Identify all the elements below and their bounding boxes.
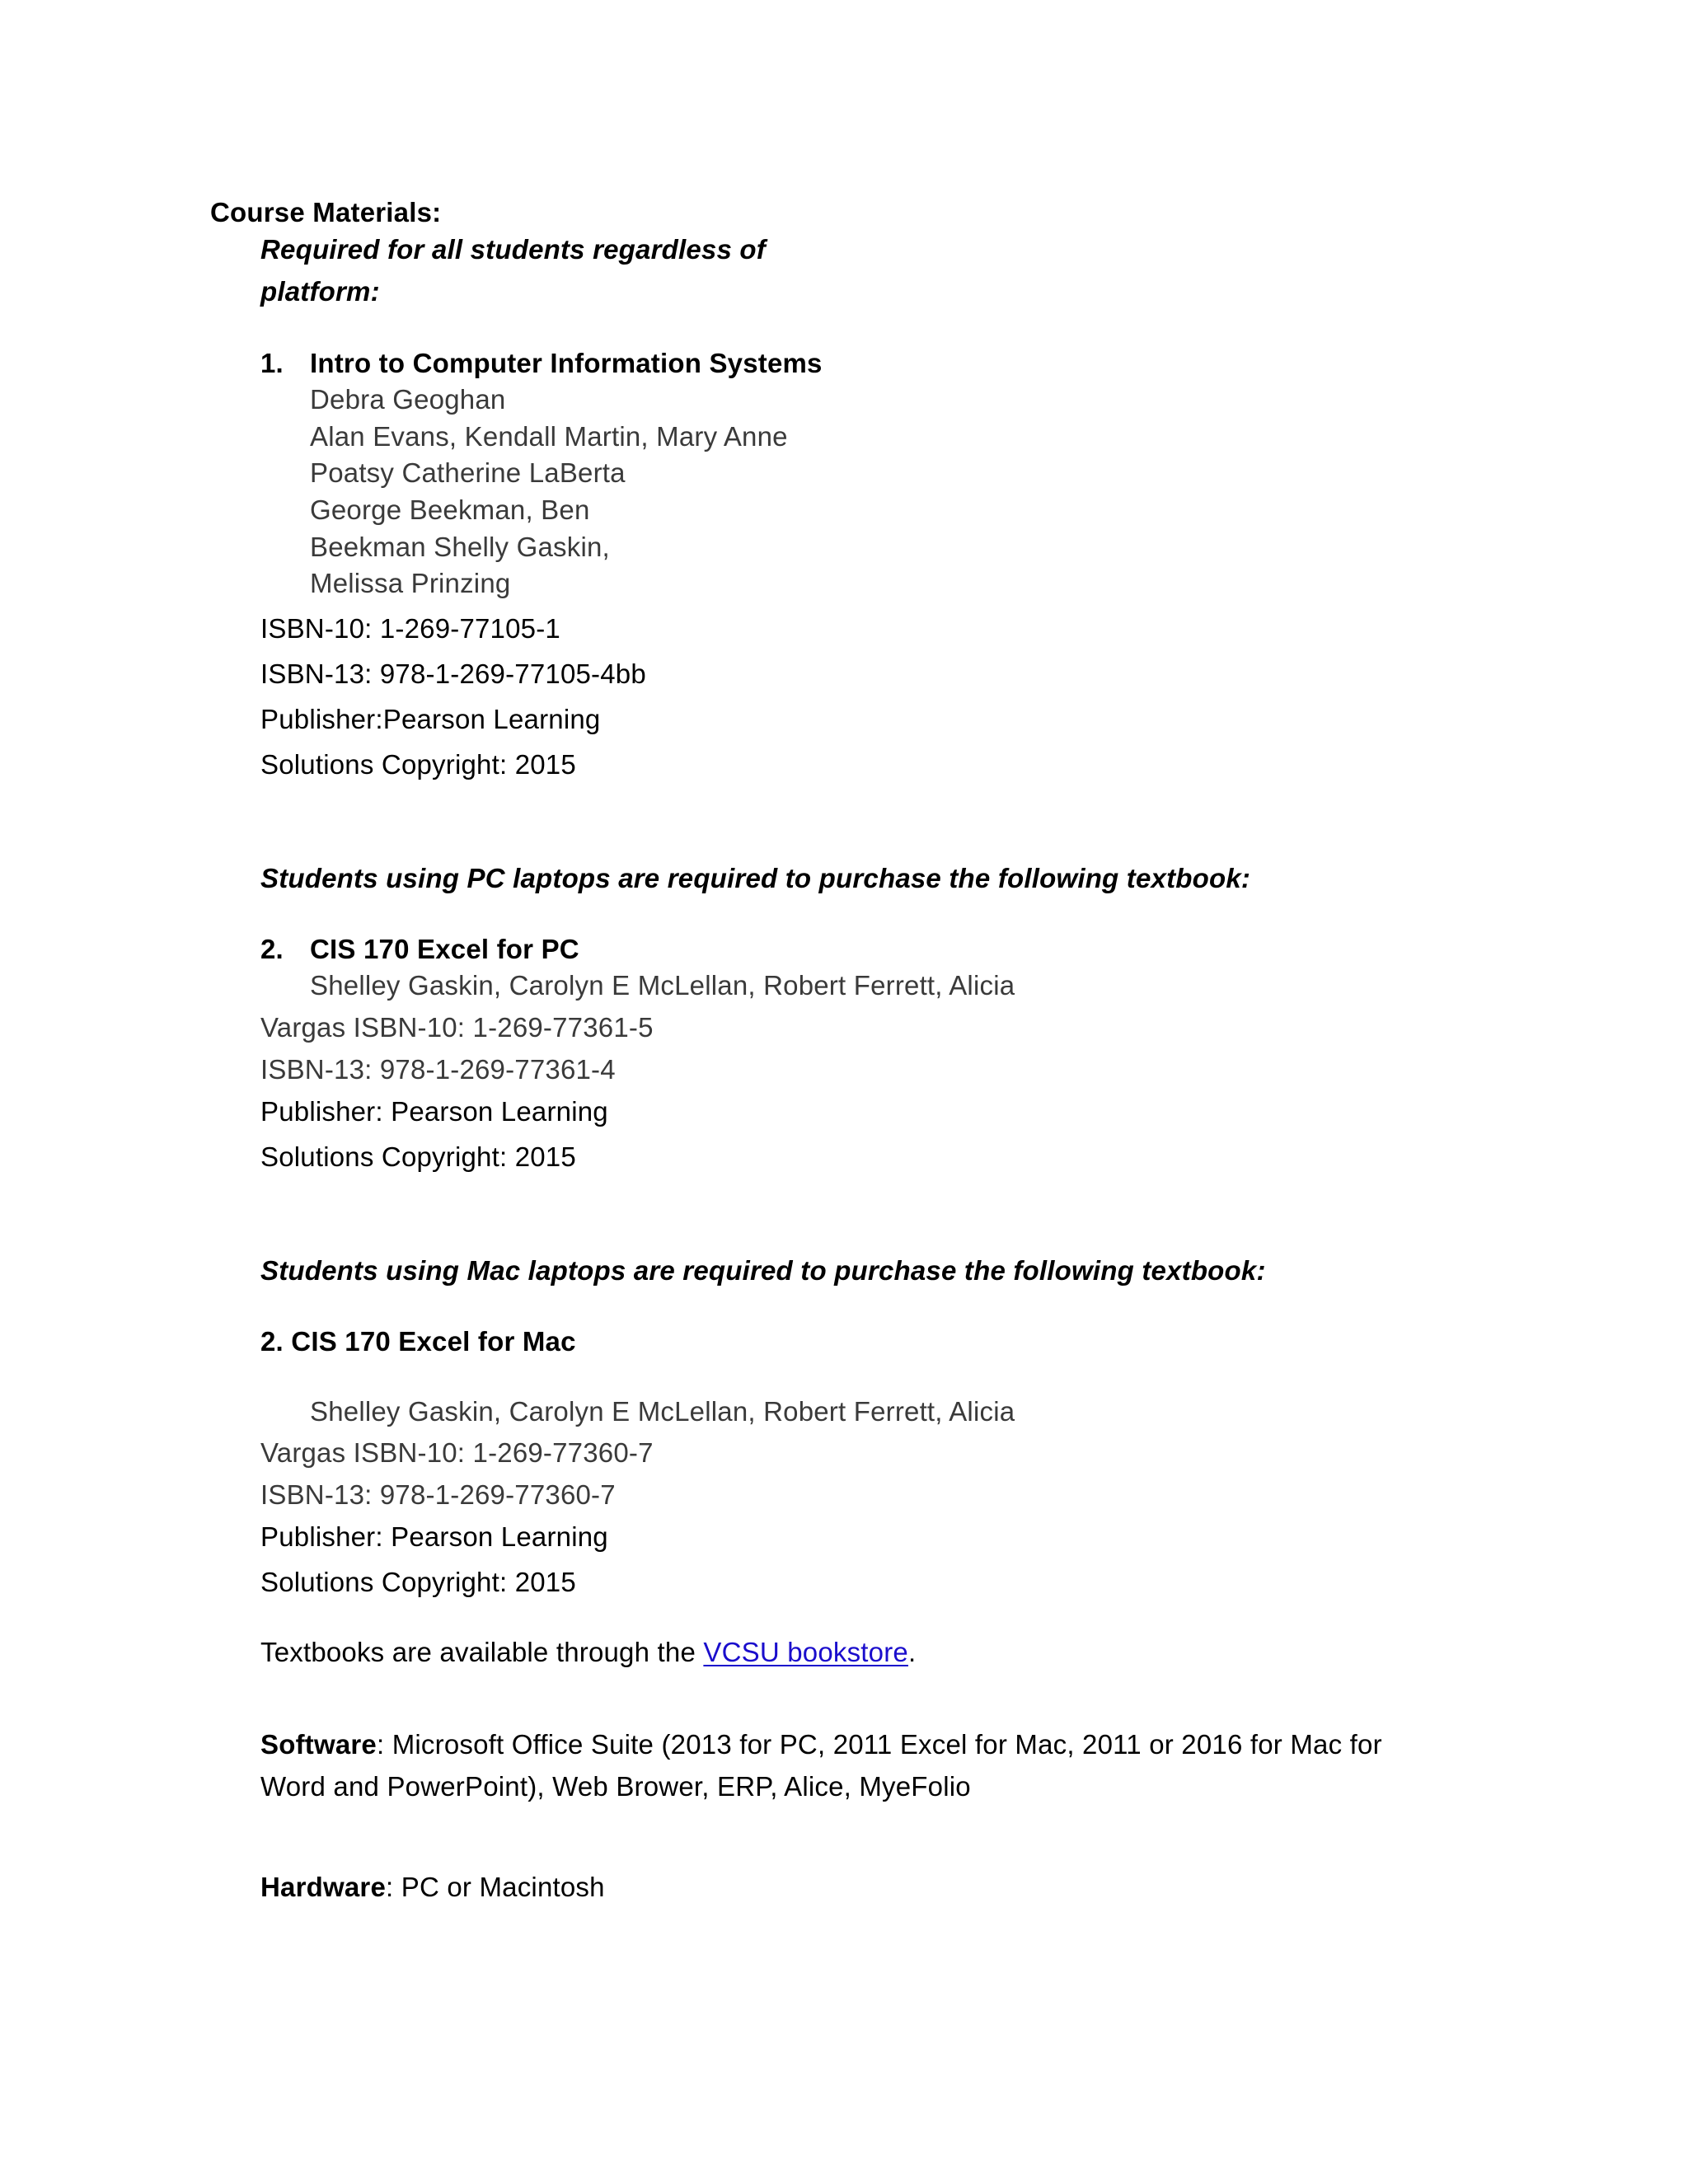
book2-mac-copyright: Solutions Copyright: 2015	[260, 1567, 576, 1597]
book2-pc-title: CIS 170 Excel for PC	[310, 934, 579, 964]
pc-section-intro: Students using PC laptops are required to purchase the following textbook:	[260, 863, 1251, 893]
required-intro-line2: platform:	[260, 276, 380, 307]
book1-author-line: Poatsy Catherine LaBerta	[310, 457, 626, 488]
book2-pc-number: 2.	[260, 934, 284, 964]
hardware-line	[260, 1871, 605, 1904]
availability-line	[260, 1636, 916, 1669]
software-line1	[260, 1728, 1382, 1761]
book2-mac-isbn10: Vargas ISBN-10: 1-269-77360-7	[260, 1437, 654, 1468]
book1-author-line: Beekman Shelly Gaskin,	[310, 532, 610, 562]
book2-pc-isbn10: Vargas ISBN-10: 1-269-77361-5	[260, 1012, 654, 1043]
required-intro-line1: Required for all students regardless of	[260, 234, 766, 265]
availability-suffix: .	[907, 1637, 917, 1667]
availability-prefix: Textbooks are available through the	[260, 1637, 704, 1667]
course-materials-heading: Course Materials:	[210, 197, 442, 227]
hardware-label: Hardware	[260, 1872, 387, 1902]
book1-author-line: Debra Geoghan	[310, 384, 506, 415]
book2-mac-authors: Shelley Gaskin, Carolyn E McLellan, Robert Ferrett, Alicia	[310, 1396, 1015, 1427]
book2-mac-isbn13: ISBN-13: 978-1-269-77360-7	[260, 1479, 616, 1510]
book2-mac-publisher: Publisher: Pearson Learning	[260, 1521, 608, 1552]
book1-publisher: Publisher:Pearson Learning	[260, 704, 601, 734]
book2-pc-publisher: Publisher: Pearson Learning	[260, 1096, 608, 1127]
book1-isbn13: ISBN-13: 978-1-269-77105-4bb	[260, 658, 646, 689]
book2-mac-title: 2. CIS 170 Excel for Mac	[260, 1326, 576, 1357]
software-line2: Word and PowerPoint), Web Brower, ERP, Alice, MyeFolio	[260, 1771, 971, 1802]
book2-pc-authors: Shelley Gaskin, Carolyn E McLellan, Robert Ferrett, Alicia	[310, 970, 1015, 1001]
book1-title: Intro to Computer Information Systems	[310, 348, 823, 378]
book1-author-line: George Beekman, Ben	[310, 494, 590, 525]
book1-number: 1.	[260, 348, 284, 378]
software-label: Software	[260, 1729, 377, 1760]
book2-pc-isbn13: ISBN-13: 978-1-269-77361-4	[260, 1054, 616, 1085]
vcsu-bookstore-link[interactable]: VCSU bookstore	[703, 1637, 908, 1667]
book1-isbn10: ISBN-10: 1-269-77105-1	[260, 613, 560, 644]
mac-section-intro: Students using Mac laptops are required to purchase the following textbook:	[260, 1255, 1266, 1286]
book2-pc-copyright: Solutions Copyright: 2015	[260, 1141, 576, 1172]
software-text: : Microsoft Office Suite (2013 for PC, 2011 Excel for Mac, 2011 or 2016 for Mac for	[376, 1729, 1382, 1760]
hardware-text: : PC or Macintosh	[386, 1872, 605, 1902]
book1-copyright: Solutions Copyright: 2015	[260, 749, 576, 780]
book1-author-line: Alan Evans, Kendall Martin, Mary Anne	[310, 421, 788, 452]
book1-author-line: Melissa Prinzing	[310, 568, 511, 598]
